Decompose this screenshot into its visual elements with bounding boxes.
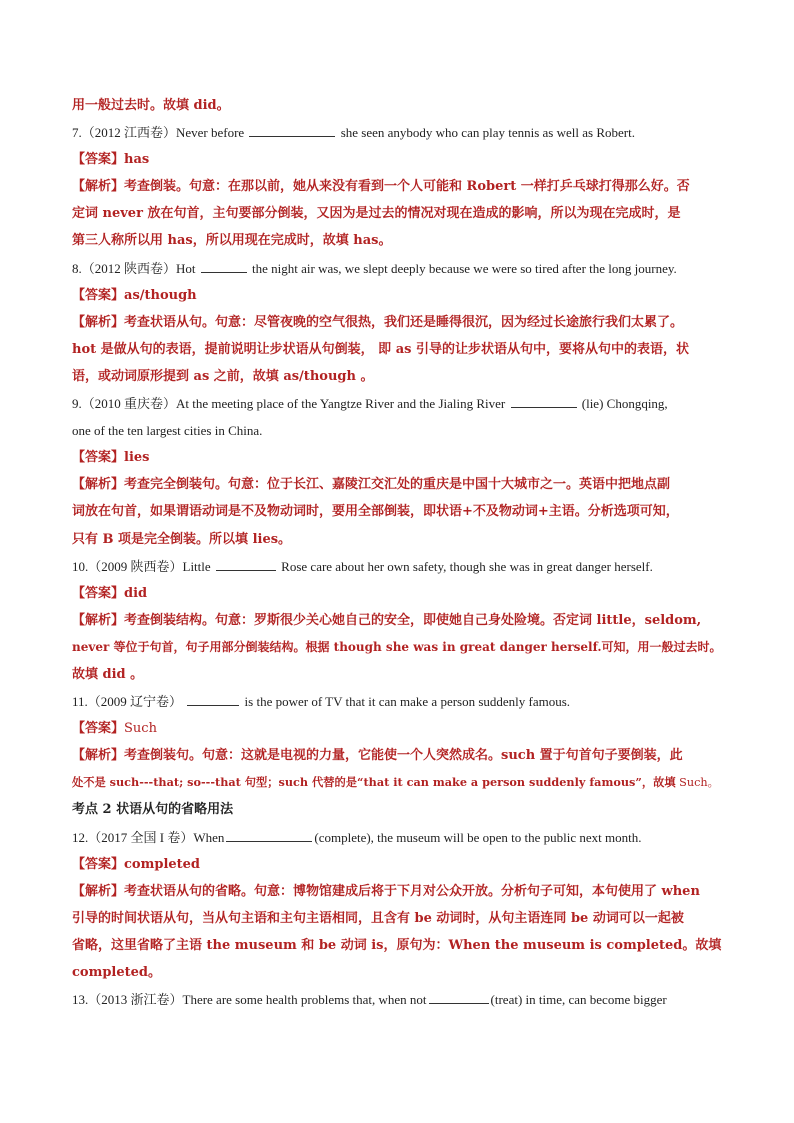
explanation-10: 【解析】考查倒装结构。句意：罗斯很少关心她自己的安全，即使她自己身处险境。否定词 little，seldom, (72, 612, 702, 628)
explanation-line: 语，或动词原形提到 as 之前，故填 as/though 。 (72, 368, 374, 384)
explanation-9: 【解析】考查完全倒装句。句意：位于长江、嘉陵江交汇处的重庆是中国十大城市之一。英语中把地点副 (72, 477, 671, 493)
answer-blank (429, 1002, 489, 1004)
explanation-12: 【解析】考查状语从句的省略。句意：博物馆建成后将于下月对公众开放。分析句子可知，本句使用了 when (72, 883, 700, 899)
explanation-7: 【解析】考查倒装。句意：在那以前，她从来没有看到一个人可能和 Robert 一样打乒乓球打得那么好。否 (72, 179, 690, 195)
answer-10: 【答案】did (72, 585, 148, 601)
answer-9: 【答案】lies (72, 450, 150, 466)
explanation-line: 词放在句首，如果谓语动词是不及物动词时，要用全部倒装，即状语+不及物动词+主语。分析选项可知， (72, 504, 679, 520)
question-7: 7.（2012 江西卷）Never before she seen anybody who can play tennis as well as Robert. (72, 125, 635, 141)
question-9-continued: one of the ten largest cities in China. (72, 423, 263, 439)
answer-7: 【答案】has (72, 152, 150, 168)
explanation-line: 引导的时间状语从句，当从句主语和主句主语相同，且含有 be 动词时，从句主语连同 be 动词可以一起被 (72, 910, 684, 926)
question-8: 8.（2012 陕西卷）Hot the night air was, we slept deeply because we were so tired after the long journey. (72, 260, 677, 276)
answer-11: 【答案】Such (72, 721, 157, 737)
explanation-line: hot 是做从句的表语，提前说明让步状语从句倒装， 即 as 引导的让步状语从句中，要将从句中的表语，状 (72, 341, 689, 357)
explanation-line: never 等位于句首，句子用部分倒装结构。根据 though she was in great danger herself.可知，用一般过去时。 (72, 639, 722, 654)
answer-blank (226, 840, 312, 842)
question-9: 9.（2010 重庆卷）At the meeting place of the Yangtze River and the Jialing River (lie) Chongqing, (72, 396, 668, 412)
explanation-line: 第三人称所以用 has，所以用现在完成时，故填 has。 (72, 233, 392, 249)
question-13: 13.（2013 浙江卷）There are some health problems that, when not (treat) in time, can become bigger (72, 992, 667, 1008)
question-12: 12.（2017 全国 I 卷）When (complete), the museum will be open to the public next month. (72, 829, 642, 845)
explanation-line: completed。 (72, 965, 162, 980)
document-page (72, 92, 724, 1013)
answer-blank (187, 704, 239, 706)
answer-12: 【答案】completed (72, 856, 201, 872)
explanation-line: 处不是 such---that; so---that 句型；such 代替的是“that it can make a person suddenly famous”，故填 Such。 (72, 775, 719, 790)
answer-8: 【答案】as/though (72, 287, 197, 303)
explanation-line: 故填 did 。 (72, 666, 144, 682)
answer-blank (249, 135, 335, 137)
question-11: 11.（2009 辽宁卷） is the power of TV that it can make a person suddenly famous. (72, 694, 571, 710)
explanation-line: 省略，这里省略了主语 the museum 和 be 动词 is，原句为：When the museum is completed。故填 (72, 937, 722, 953)
explanation-8: 【解析】考查状语从句。句意：尽管夜晚的空气很热，我们还是睡得很沉，因为经过长途旅行我们太累了。 (72, 314, 684, 330)
question-10: 10.（2009 陕西卷）Little Rose care about her own safety, though she was in great danger herself. (72, 558, 653, 574)
answer-blank (216, 569, 276, 571)
answer-blank (201, 271, 247, 273)
section-heading: 考点 2 状语从句的省略用法 (72, 802, 234, 818)
answer-blank (511, 406, 577, 408)
explanation-11: 【解析】考查倒装句。句意：这就是电视的力量，它能使一个人突然成名。such 置于句首句子要倒装，此 (72, 748, 683, 764)
explanation-line: 只有 B 项是完全倒装。所以填 lies。 (72, 531, 292, 547)
explanation-line: 用一般过去时。故填 did。 (72, 98, 230, 113)
explanation-line: 定词 never 放在句首，主句要部分倒装，又因为是过去的情况对现在造成的影响，所以为现在完成时，是 (72, 206, 681, 222)
